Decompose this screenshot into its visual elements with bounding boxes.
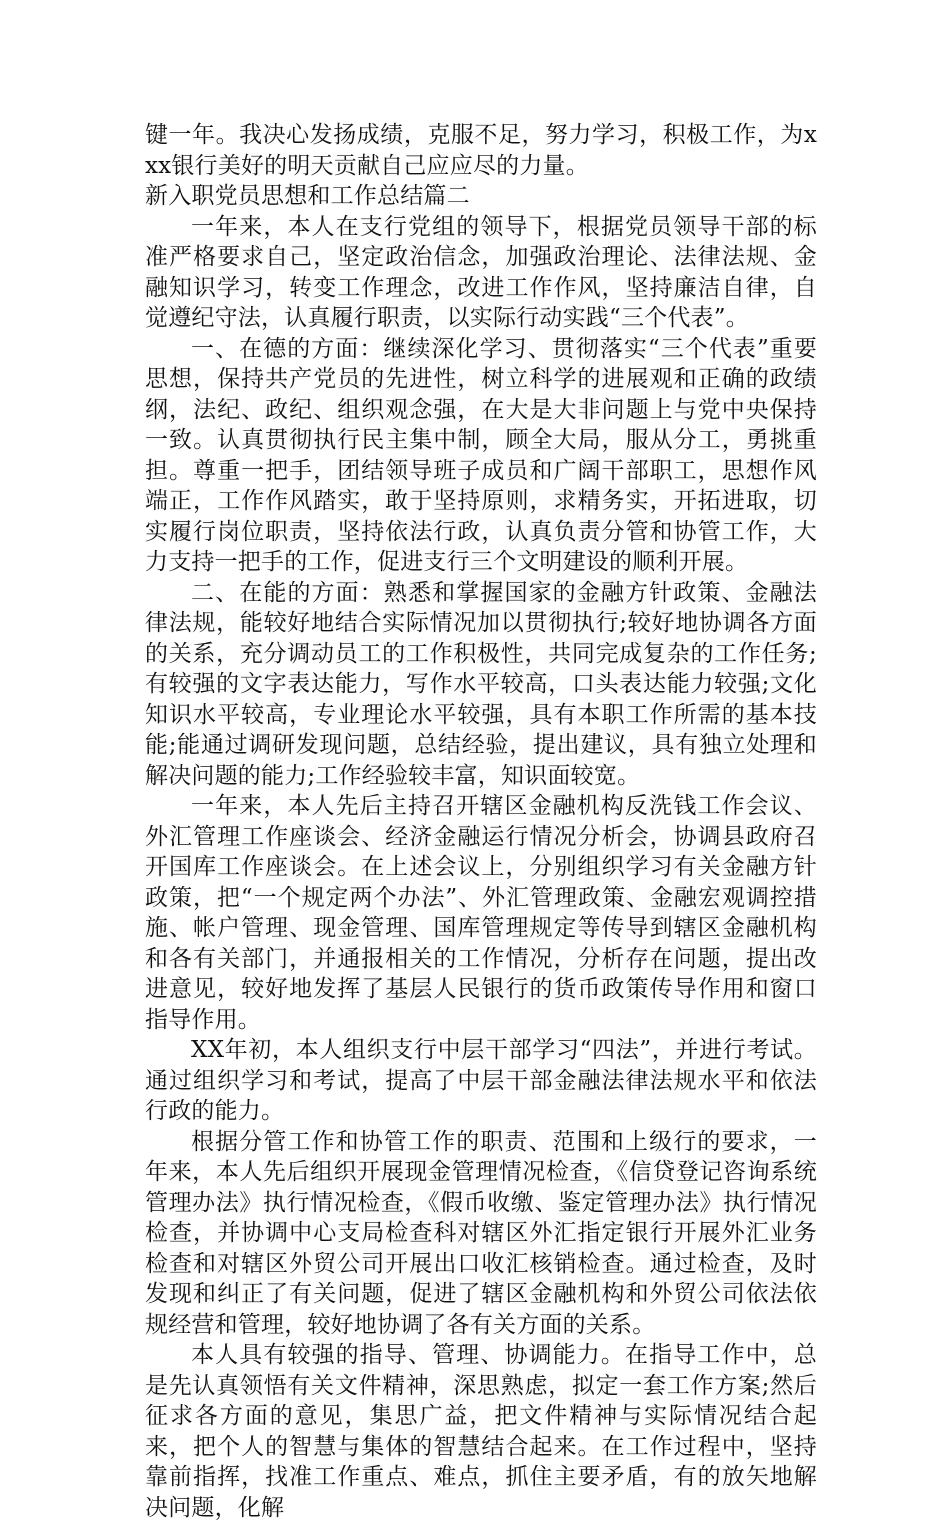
paragraph-continuation: 键一年。我决心发扬成绩，克服不足，努力学习，积极工作，为xxx银行美好的明天贡献自己应应尽的力量。 xyxy=(145,122,817,179)
section-heading: 新入职党员思想和工作总结篇二 xyxy=(145,183,470,209)
paragraph: 二、在能的方面：熟悉和掌握国家的金融方针政策、金融法律法规，能较好地结合实际情况加以贯彻执行;较好地协调各方面的关系，充分调动员工的工作积极性，共同完成复杂的工作任务;有较强的文字表达能力，写作水平较高，口头表达能力较强;文化知识水平较高，专业理论水平较强，具有本职工作所需的基本技能;能通过调研发现问题，总结经验，提出建议，具有独立处理和解决问题的能力;工作经验较丰富，知识面较宽。 xyxy=(145,579,817,789)
paragraph: 一年来，本人先后主持召开辖区金融机构反洗钱工作会议、外汇管理工作座谈会、经济金融运行情况分析会，协调县政府召开国库工作座谈会。在上述会议上，分别组织学习有关金融方针政策，把“一个规定两个办法”、外汇管理政策、金融宏观调控措施、帐户管理、现金管理、国库管理规定等传导到辖区金融机构和各有关部门，并通报相关的工作情况，分析存在问题，提出改进意见，较好地发挥了基层人民银行的货币政策传导作用和窗口指导作用。 xyxy=(145,793,817,1033)
paragraph: 一、在德的方面：继续深化学习、贯彻落实“三个代表”重要思想，保持共产党员的先进性，树立科学的进展观和正确的政绩纲，法纪、政纪、组织观念强，在大是大非问题上与党中央保持一致。认真贯彻执行民主集中制，顾全大局，服从分工，勇挑重担。尊重一把手，团结领导班子成员和广阔干部职工，思想作风端正，工作作风踏实，敢于坚持原则，求精务实，开拓进取，切实履行岗位职责，坚持依法行政，认真负责分管和协管工作，大力支持一把手的工作，促进支行三个文明建设的顺利开展。 xyxy=(145,335,817,575)
paragraph: 本人具有较强的指导、管理、协调能力。在指导工作中，总是先认真领悟有关文件精神，深思熟虑，拟定一套工作方案;然后征求各方面的意见，集思广益，把文件精神与实际情况结合起来，把个人的智慧与集体的智慧结合起来。在工作过程中，坚持靠前指挥，找准工作重点、难点，抓住主要矛盾，有的放矢地解决问题，化解 xyxy=(145,1342,817,1521)
paragraph: 一年来，本人在支行党组的领导下，根据党员领导干部的标准严格要求自己，坚定政治信念，加强政治理论、法律法规、金融知识学习，转变工作理念，改进工作作风，坚持廉洁自律，自觉遵纪守法，认真履行职责，以实际行动实践“三个代表”。 xyxy=(145,213,817,331)
document-body xyxy=(145,120,817,1523)
paragraph: XX年初，本人组织支行中层干部学习“四法”，并进行考试。通过组织学习和考试，提高了中层干部金融法律法规水平和依法行政的能力。 xyxy=(145,1037,817,1124)
paragraph: 根据分管工作和协管工作的职责、范围和上级行的要求，一年来，本人先后组织开展现金管理情况检查，《信贷登记咨询系统管理办法》执行情况检查，《假币收缴、鉴定管理办法》执行情况检查，并协调中心支局检查科对辖区外汇指定银行开展外汇业务检查和对辖区外贸公司开展出口收汇核销检查。通过检查，及时发现和纠正了有关问题，促进了辖区金融机构和外贸公司依法依规经营和管理，较好地协调了各有关方面的关系。 xyxy=(145,1128,817,1338)
